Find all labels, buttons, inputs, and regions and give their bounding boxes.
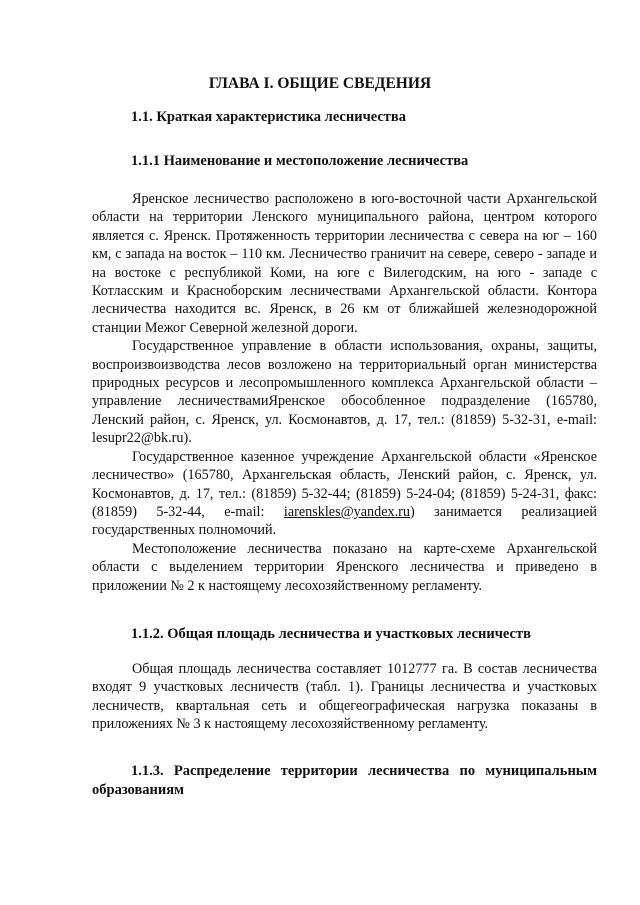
paragraph-forestry-institution (92, 448, 597, 540)
paragraph-location: Яренское лесничество расположено в юго-восточной части Архангельской области на территории Ленского муниципального района, центром которого является с. Яренск. Протяженность территории лесничества с севера на юг – 160 км, с запада на восток – 110 км. Лесничество граничит на севере, северо - западе и на востоке с республикой Коми, на юге с Вилегодским, на юго - западе с Котласским и Красноборским лесничествами Архангельской области. Контора лесничества находится вс. Яренск, в 26 км от ближайшей железнодорожной станции Межог Северной железной дороги. (92, 191, 597, 336)
section-heading-1-1: 1.1. Краткая характеристика лесничества (131, 109, 407, 125)
paragraph-total-area: Общая площадь лесничества составляет 1012777 га. В состав лесничества входят 9 участковых лесничеств (табл. 1). Границы лесничества и участковых лесничеств, квартальная сеть и общегеографическая нагрузка показаны в приложениях № 3 к настоящему лесохозяйственному регламенту. (92, 661, 597, 733)
section-body-1-1-2 (92, 660, 597, 734)
email-link[interactable]: iarenskles@yandex.ru (283, 503, 411, 520)
section-heading-1-1-2: 1.1.2. Общая площадь лесничества и участковых лесничеств (131, 626, 531, 642)
section-body-1-1-1 (92, 190, 597, 595)
paragraph-text: ) занимается реализацией государственных полномочий. (92, 503, 598, 539)
section-heading-1-1-1: 1.1.1 Наименование и местоположение лесничества (131, 153, 469, 169)
paragraph-text: Государственное казенное учреждение Архангельской области «Яренское лесничество» (165780, Архангельская область, Ленский район, с. Яренск, ул. Космонавтов, д. 17, тел.: (81859) 5-32-44; (81859) 5-24-04; (81859) 5-24-31, факс: (81859) 5-32-44, e-mail: (92, 448, 597, 520)
section-heading-1-1-3: 1.1.3. Распределение территории лесничества по муниципальным образованиям (92, 763, 597, 798)
paragraph-state-management: Государственное управление в области использования, охраны, защиты, воспроизвоизводства лесов возложено на территориальный орган министерства природных ресурсов и лесопромышленного комплекса Архангельской области – управление лесничествамиЯренское обособленное подразделение (165780, Ленский район, с. Яренск, ул. Космонавтов, д. 17, тел.: (81859) 5-32-31, e-mail: lesupr22@bk.ru). (92, 338, 597, 447)
chapter-title: ГЛАВА I. ОБЩИЕ СВЕДЕНИЯ (208, 75, 432, 92)
paragraph-map-reference: Местоположение лесничества показано на карте-схеме Архангельской области с выделением территории Яренского лесничества и приведено в приложении № 2 к настоящему лесохозяйственному регламенту. (92, 540, 597, 594)
